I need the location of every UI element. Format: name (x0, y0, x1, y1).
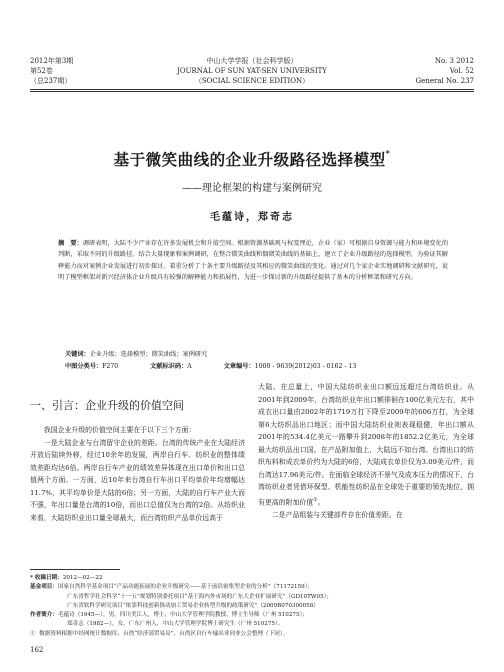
clc-label: 中图分类号： (65, 363, 103, 370)
fund-line: 广东省哲学社会科学“十一五”规划特别委托项目“基于海内外市场的广东大企业扩展研究”（GD10TW05）； (67, 593, 333, 600)
classification-line (65, 362, 356, 372)
title-footnote-mark: * (385, 148, 391, 158)
issue-info-en (416, 56, 474, 86)
article-subtitle: ——理论框架的构建与案例研究 (182, 183, 322, 194)
journal-name-cn: 中山大学学报（社会科学版） (206, 57, 298, 65)
note-mark: ① (30, 630, 36, 637)
fund-text: 国家自然科学基金项目“产品功能拓展的企业升级研究——基于前沿密集型企业的分析”（71172159）； (57, 584, 314, 591)
footnote-ref: ① (313, 496, 318, 503)
received-date (30, 574, 332, 583)
issue-number-en: No. 3 2012 (434, 57, 474, 65)
page-number: 162 (30, 646, 44, 654)
article-authors: 毛蕴诗，郑奇志 (210, 212, 294, 223)
fund-line (30, 583, 332, 592)
doc-code-label: 文献标识码： (150, 363, 188, 370)
header-rule-thin (30, 91, 474, 92)
right-column (258, 381, 474, 521)
header-rule (30, 89, 474, 90)
paragraph: 我国企业升级的价值空间主要在于以下三个方面： (43, 426, 196, 434)
article-title (0, 148, 504, 170)
received-value: 2012—02—22 (62, 575, 103, 581)
article-number-value: 1000 - 9639(2012)03 - 0162 - 13 (254, 363, 357, 370)
abstract (58, 238, 448, 284)
note-text: 数据资料根据中经网统计数据库、台湾“经济部贸易局”、台湾区自行车输出业同业公会整理（下同）。 (39, 630, 289, 637)
paragraph-end: 。 (317, 498, 325, 507)
fund-line: 广东省软科学研究项目“依靠科技创新推动加工贸易企业转型升级的政策研究”（2009B070300058） (67, 602, 319, 609)
received-label: * 收稿日期： (30, 575, 63, 581)
author-label: 作者简介： (30, 612, 58, 619)
footnotes (30, 574, 332, 639)
data-source-note (30, 630, 332, 639)
abstract-text: 调研表明，大陆不少产业存在许多发展机会和升值空间。根据资源基础观与权变理论，企业（家）可根据自身资源与能力和环境变化的判断，采取不同的升级路径。结合大量现象和案例调研，在整合微笑曲线和偶微笑曲线的基础上，建立了企业升级路径的选择模型，为验证其解释能力而对案例企业发展进行初步探讨。着重分析了十条主要升级路径及其相应的微笑曲线的变化。通过对几个家企业实地调研和文献研究，说明了模型框架对新兴经济体企业升级具有较强的解释能力和拓展性，为进一步探讨新的升级路径提供了基本的分析框架和研究方向。 (58, 240, 448, 282)
left-column (30, 424, 245, 524)
paragraph: 二是产品组装与关键部件存在价值差距。在 (271, 510, 403, 519)
journal-name-en: JOURNAL OF SUN YAT-SEN UNIVERSITY (177, 67, 327, 75)
section-heading: 一、引言：企业升级的价值空间 (30, 399, 184, 412)
keywords (65, 350, 207, 360)
abstract-label: 摘 要： (58, 240, 83, 247)
issue-volume: 第52卷 (30, 67, 53, 75)
author-line: 郑奇志（1982—），女，广东广州人，中山大学管理学院博士研究生（广州 510275）。 (67, 621, 284, 628)
clc-value: F270 (102, 363, 119, 370)
issue-total: （总237期） (30, 77, 72, 85)
paragraph (258, 381, 474, 509)
keywords-text: 企业升级；选择模型；微笑曲线；案例研究 (89, 351, 208, 358)
article-number-label: 文章编号： (223, 363, 255, 370)
footnote-rule (30, 569, 120, 570)
fund-label: 基金项目： (30, 584, 58, 591)
author-text: 毛蕴诗（1945—），男，四川美江人，博士，中山大学管理学院教授、博士生导师（广州 510275）； (57, 612, 308, 619)
general-number-en: General No. 237 (415, 77, 474, 85)
paragraph-text: 大陆。在总量上，中国大陆纺织业出口额远远超过台湾纺织业。从2001年到2009年，台湾纺织业年出口额徘徊在100亿美元左右，其中成衣出口量由2002年的1719万打下降至2009年的606万打，为全球第6大纺织品出口地区；而中国大陆纺织业则表现稳健，年出口额从2001年的534.4亿美元一路攀升到2008年的1852.2亿美元，为全球最大纺织品出口国。在产品附加值上，大陆远不如台湾。台湾出口的纺织布料和成衣单价约为大陆的6倍，大陆成衣单价仅为3.09美元/件，而台湾达17.96美元/件。在面临全球经济不景气及成本压力的情况下，台湾纺织业者凭借环保型、机能性纺织品在全球处于重要的领先地位，拥有更高的附加价值 (258, 383, 474, 507)
keywords-label: 关键词： (65, 351, 90, 358)
doc-code-value: A (187, 363, 192, 370)
issue-year: 2012年第3期 (30, 57, 74, 65)
article-title-text: 基于微笑曲线的企业升级路径选择模型 (113, 150, 386, 169)
journal-edition: （SOCIAL SCIENCE EDITION） (194, 77, 310, 85)
paragraph: 一是大陆企业与台湾留守企业的差距。台湾的传统产业在大陆经济开放后陆续外移，经过10余年的发展，两岸自行车、纺织业的整体绩效差距均达6倍。两岸自行车产业的绩效差异体现在出口单价和出口总值两个方面。一方面，近10年来台湾自行车出口平均单价年均增幅达11.7%，其平均单价是大陆的6倍；另一方面，大陆的自行车产业大而不强，年出口量是台湾的10倍，而出口总值仅为台湾的2倍。从纺织业来看，大陆纺织业出口量全球最大，而台湾纺织产品单价远高于 (30, 438, 245, 522)
author-line (30, 611, 332, 620)
volume-en: Vol. 52 (449, 67, 474, 75)
